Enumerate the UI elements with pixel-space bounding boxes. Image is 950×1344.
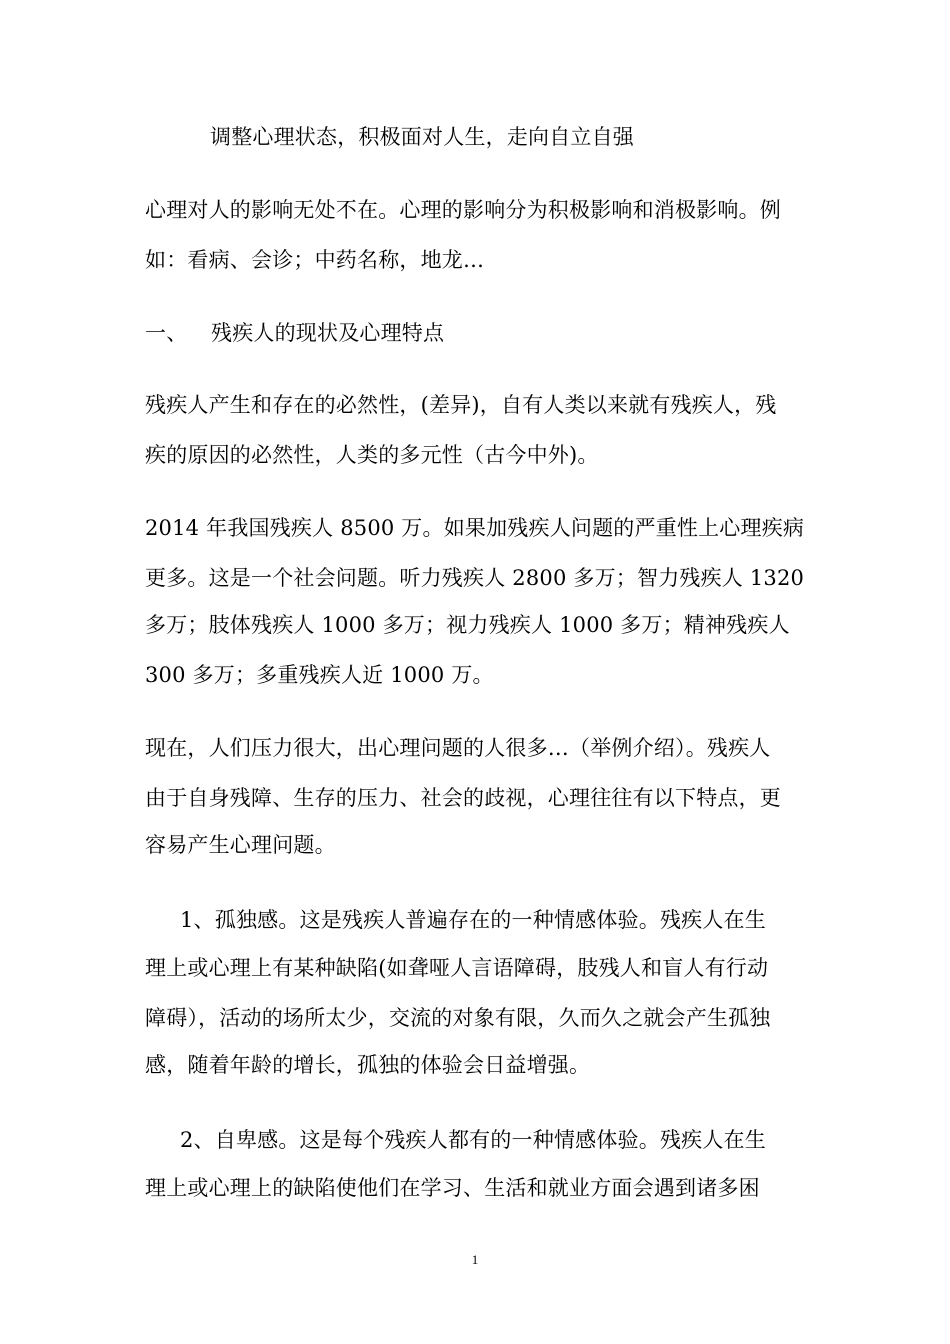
pressure-line-2: 由于自身残障、生存的压力、社会的歧视，心理往往有以下特点，更	[145, 786, 781, 810]
inferiority-line-2: 理上或心理上的缺陷使他们在学习、生活和就业方面会遇到诸多困	[145, 1176, 760, 1200]
page-number: 1	[471, 1252, 479, 1267]
section-number: 一、	[145, 321, 188, 345]
stats-line-1: 2014 年我国残疾人 8500 万。如果加残疾人问题的严重性上心理疾病	[145, 516, 805, 540]
loneliness-line-2: 理上或心理上有某种缺陷(如聋哑人言语障碍，肢残人和盲人有行动	[145, 956, 769, 980]
intro-line-1: 心理对人的影响无处不在。心理的影响分为积极影响和消极影响。例	[145, 198, 781, 222]
stats-line-3: 多万；肢体残疾人 1000 多万；视力残疾人 1000 多万；精神残疾人	[145, 613, 790, 637]
section-heading-text: 残疾人的现状及心理特点	[211, 321, 445, 345]
pressure-line-1: 现在，人们压力很大，出心理问题的人很多…（举例介绍）。残疾人	[145, 736, 771, 760]
stats-line-2: 更多。这是一个社会问题。听力残疾人 2800 多万；智力残疾人 1320	[145, 566, 805, 590]
necessity-line-2: 疾的原因的必然性，人类的多元性（古今中外)。	[145, 443, 599, 467]
necessity-line-1: 残疾人产生和存在的必然性，(差异)，自有人类以来就有残疾人，残	[145, 393, 777, 417]
document-title: 调整心理状态，积极面对人生，走向自立自强	[210, 125, 634, 149]
loneliness-line-4: 感，随着年龄的增长，孤独的体验会日益增强。	[145, 1053, 591, 1077]
stats-line-4: 300 多万；多重残疾人近 1000 万。	[145, 663, 494, 687]
intro-line-2: 如：看病、会诊；中药名称，地龙…	[145, 248, 485, 272]
inferiority-line-1: 2、自卑感。这是每个残疾人都有的一种情感体验。残疾人在生	[180, 1128, 766, 1152]
loneliness-line-1: 1、孤独感。这是残疾人普遍存在的一种情感体验。残疾人在生	[180, 908, 766, 932]
section-heading	[145, 320, 815, 346]
pressure-line-3: 容易产生心理问题。	[145, 833, 336, 857]
loneliness-line-3: 障碍），活动的场所太少，交流的对象有限，久而久之就会产生孤独	[145, 1006, 771, 1030]
